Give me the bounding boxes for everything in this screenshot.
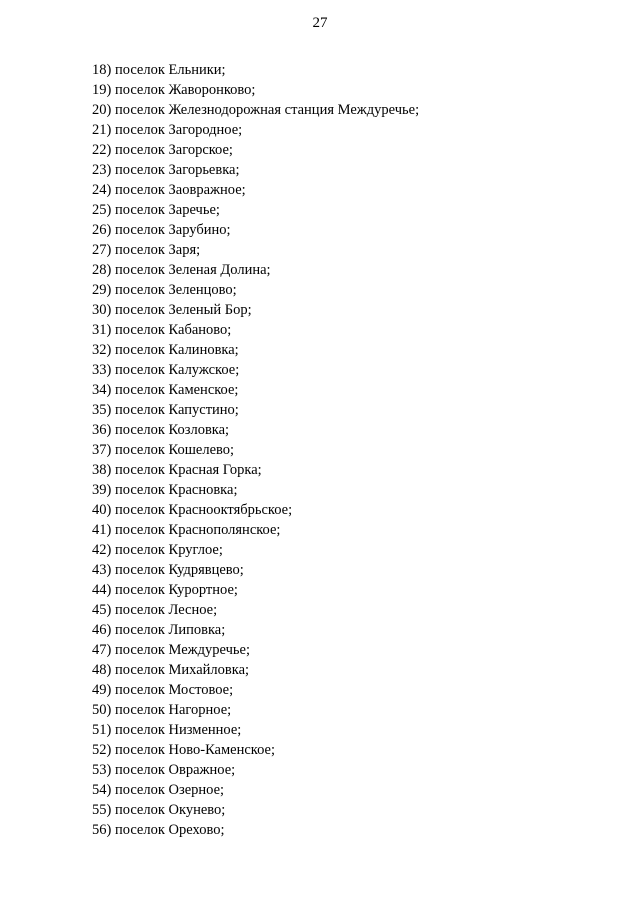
list-item: 50) поселок Нагорное; — [92, 702, 232, 718]
list-item: 34) поселок Каменское; — [92, 382, 239, 398]
list-item: 26) поселок Зарубино; — [92, 222, 231, 238]
list-item: 49) поселок Мостовое; — [92, 682, 234, 698]
list-item: 36) поселок Козловка; — [92, 422, 230, 438]
list-item: 46) поселок Липовка; — [92, 622, 226, 638]
list-item: 22) поселок Загорское; — [92, 142, 233, 158]
settlement-list — [92, 60, 419, 840]
list-item: 21) поселок Загородное; — [92, 122, 243, 138]
list-item: 24) поселок Заовражное; — [92, 182, 246, 198]
list-item: 39) поселок Красновка; — [92, 482, 238, 498]
list-item: 42) поселок Круглое; — [92, 542, 223, 558]
list-item: 51) поселок Низменное; — [92, 722, 242, 738]
list-item: 31) поселок Кабаново; — [92, 322, 232, 338]
page-number: 27 — [312, 15, 328, 31]
list-item: 33) поселок Калужское; — [92, 362, 240, 378]
list-item: 45) поселок Лесное; — [92, 602, 218, 618]
list-item: 44) поселок Курортное; — [92, 582, 238, 598]
list-item: 19) поселок Жаворонково; — [92, 82, 256, 98]
list-item: 47) поселок Междуречье; — [92, 642, 251, 658]
list-item: 40) поселок Краснооктябрьское; — [92, 502, 293, 518]
list-item: 28) поселок Зеленая Долина; — [92, 262, 271, 278]
list-item: 48) поселок Михайловка; — [92, 662, 250, 678]
list-item: 23) поселок Загорьевка; — [92, 162, 240, 178]
list-item: 29) поселок Зеленцово; — [92, 282, 237, 298]
list-item: 54) поселок Озерное; — [92, 782, 225, 798]
list-item: 25) поселок Заречье; — [92, 202, 220, 218]
list-item: 52) поселок Ново-Каменское; — [92, 742, 275, 758]
list-item: 38) поселок Красная Горка; — [92, 462, 262, 478]
list-item: 30) поселок Зеленый Бор; — [92, 302, 252, 318]
list-item: 53) поселок Овражное; — [92, 762, 236, 778]
list-item: 56) поселок Орехово; — [92, 822, 225, 838]
list-item: 20) поселок Железнодорожная станция Междуречье; — [92, 102, 420, 118]
list-item: 55) поселок Окунево; — [92, 802, 226, 818]
list-item: 35) поселок Капустино; — [92, 402, 239, 418]
list-item: 41) поселок Краснополянское; — [92, 522, 281, 538]
list-item: 18) поселок Ельники; — [92, 62, 226, 78]
list-item: 43) поселок Кудрявцево; — [92, 562, 244, 578]
list-item: 37) поселок Кошелево; — [92, 442, 235, 458]
list-item: 27) поселок Заря; — [92, 242, 201, 258]
list-item: 32) поселок Калиновка; — [92, 342, 239, 358]
